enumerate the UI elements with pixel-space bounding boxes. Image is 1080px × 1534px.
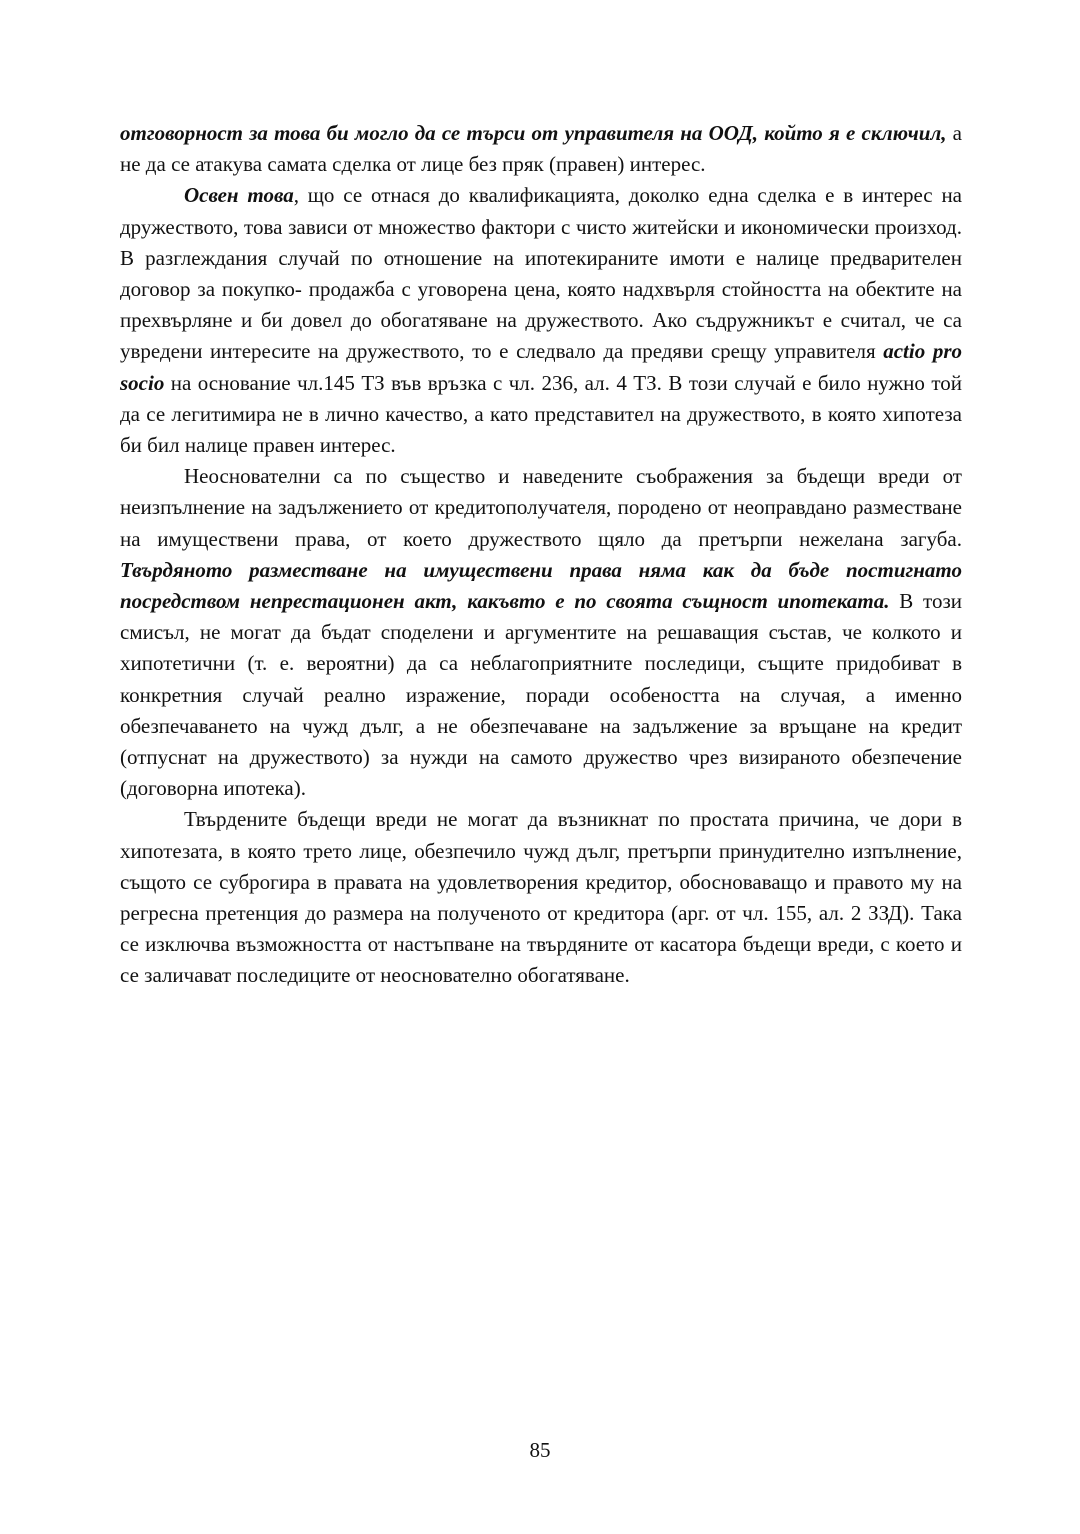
paragraph-2 [120,180,962,461]
paragraph-2-text-b: на основание чл.145 ТЗ във връзка с чл. 236, ал. 4 ТЗ. В този случай е било нужно той да се легитимира не в лично качество, а като представител на дружеството, в която хипотеза би бил налице правен интерес. [120,370,962,458]
paragraph-2-text-a: , що се отнася до квалификацията, доколко една сделка е в интерес на дружеството, това зависи от множество фактори с чисто житейски и икономически произход. В разглеждания случай по отношение на ипотекираните имоти е налице предварителен договор за покупко- продажба с уговорена цена, която надхвърля стойността на обектите на прехвърляне и би довел до обогатяване на дружеството. Ако съдружникът е считал, че са увредени интересите на дружеството, то е следвало да предяви срещу управителя [120,183,963,364]
emphasis-besides: Освен това [184,183,294,208]
emphasis-liability: отговорност за това би могло да се търси от управителя на ООД, който я е сключил, [120,121,947,145]
paragraph-3-text-a: Неоснователни са по същество и наведените съображения за бъдещи вреди от неизпълнение на задължението от кредитополучателя, породено от неоправдано разместване на имуществени права, от което дружеството щяло да претърпи нежелана загуба. [120,464,962,551]
paragraph-1-text: а не да се атакува самата сделка от лице без пряк (правен) интерес. [120,121,963,177]
paragraph-1 [120,118,962,180]
emphasis-mortgage: Твърдяното разместване на имуществени права няма как да бъде постигнато посредством непрестационен акт, какъвто е по своята същност ипотеката. [120,557,962,614]
body-text [120,118,962,992]
paragraph-4 [120,804,962,991]
paragraph-3 [120,461,962,804]
emphasis-actio-pro-socio: actio pro socio [120,339,963,395]
page-number: 85 [529,1438,551,1462]
paragraph-3-text-b: В този смисъл, не могат да бъдат споделени и аргументите на решаващия състав, че колкото и хипотетични (т. е. вероятни) да са неблагоприятните последици, същите придобиват в конкретния случай реално изражение, поради особеността на случая, а именно обезпечаването на чужд дълг, а не обезпечаване на задължение за връщане на кредит (отпуснат на дружеството) за нужди на самото дружество чрез визираното обезпечение (договорна ипотека). [120,589,962,801]
paragraph-4-text: Твърдените бъдещи вреди не могат да възникнат по простата причина, че дори в хипотезата, в която трето лице, обезпечило чужд дълг, претърпи принудително изпълнение, същото се суброгира в правата на удовлетворения кредитор, обосноваващо и правото му на регресна претенция до размера на полученото от кредитора (арг. от чл. 155, ал. 2 ЗЗД). Така се изключва възможността от настъпване на твърдяните от касатора бъдещи вреди, с което и се заличават последиците от неоснователно обогатяване. [120,807,962,988]
